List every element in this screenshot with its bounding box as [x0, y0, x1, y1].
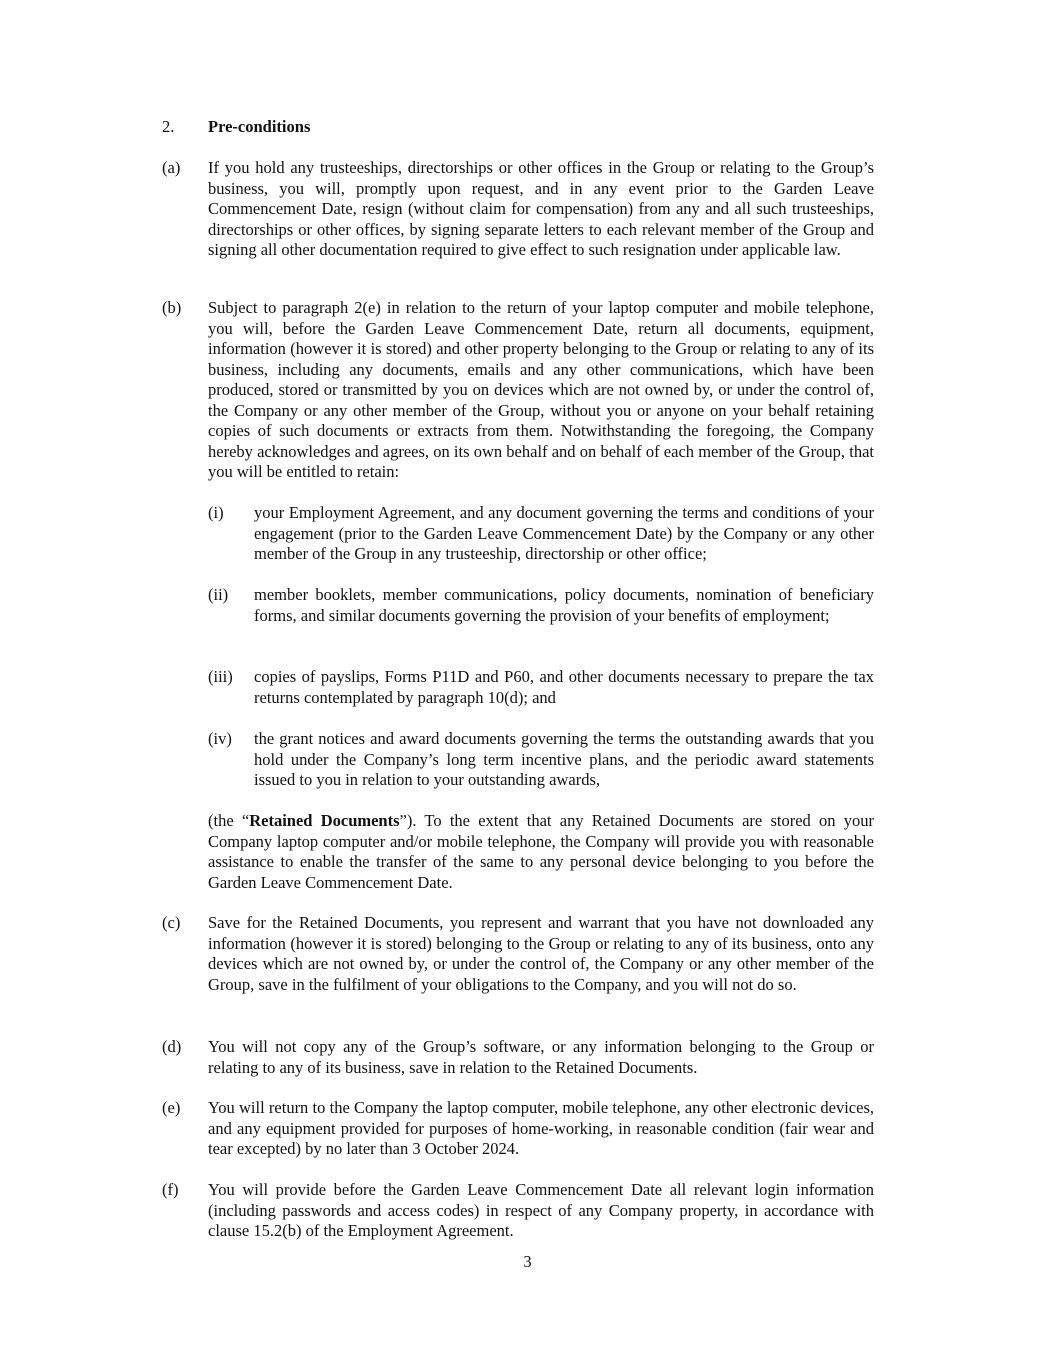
paragraph-a — [162, 158, 874, 261]
paragraph-label: (f) — [162, 1180, 179, 1199]
sub-item-ii — [208, 585, 874, 626]
page-number: 3 — [523, 1252, 532, 1271]
paragraph-text: Subject to paragraph 2(e) in relation to the return of your laptop computer and mobile telephone, you will, before the Garden Leave Commencement Date, return all documents, equipment, information (however it is stored) and other property belonging to the Group or relating to any of its business, including any documents, emails and any other communications, which have been produced, stored or transmitted by you on devices which are not owned by, or under the control of, the Company or any other member of the Group, without you or anyone on your behalf retaining copies of such documents or extracts from them. Notwithstanding the foregoing, the Company hereby acknowledges and agrees, on its own behalf and on behalf of each member of the Group, that you will be entitled to retain: — [208, 298, 874, 481]
sub-item-label: (iv) — [208, 729, 232, 748]
paragraph-text: You will not copy any of the Group’s software, or any information belonging to the Group or relating to any of its business, save in relation to the Retained Documents. — [208, 1037, 874, 1077]
paragraph-text: You will provide before the Garden Leave Commencement Date all relevant login information (including passwords and access codes) in respect of any Company property, in accordance with clause 15.2(b) of the Employment Agreement. — [208, 1180, 874, 1240]
retained-documents-paragraph — [208, 811, 874, 893]
sub-item-text: copies of payslips, Forms P11D and P60, and other documents necessary to prepare the tax returns contemplated by paragraph 10(d); and — [254, 667, 874, 707]
paragraph-e — [162, 1098, 874, 1160]
paragraph-c — [162, 913, 874, 995]
paragraph-f — [162, 1180, 874, 1242]
section-title: Pre-conditions — [208, 117, 311, 136]
paragraph-label: (e) — [162, 1098, 181, 1117]
paragraph-d — [162, 1037, 874, 1078]
sub-item-iv — [208, 729, 874, 791]
sub-item-label: (iii) — [208, 667, 233, 686]
sub-item-text: your Employment Agreement, and any document governing the terms and conditions of your engagement (prior to the Garden Leave Commencement Date) by the Company or any other member of the Group in any trusteeship, directorship or other office; — [254, 503, 874, 563]
sub-item-text: member booklets, member communications, policy documents, nomination of beneficiary forms, and similar documents governing the provision of your benefits of employment; — [254, 585, 874, 625]
paragraph-label: (c) — [162, 913, 181, 932]
sub-item-label: (ii) — [208, 585, 229, 604]
continuation-text: ”). To the extent that any Retained Documents are stored on your Company laptop computer and/or mobile telephone, the Company will provide you with reasonable assistance to enable the transfer of the same to any personal device belonging to you before the Garden Leave Commencement Date. — [208, 811, 874, 892]
paragraph-text: If you hold any trusteeships, directorships or other offices in the Group or relating to the Group’s business, you will, promptly upon request, and in any event prior to the Garden Leave Commencement Date, resign (without claim for compensation) from any and all such trusteeships, directorships or other offices, by signing separate letters to each relevant member of the Group and signing all other documentation required to give effect to such resignation under applicable law. — [208, 158, 874, 259]
paragraph-text: You will return to the Company the laptop computer, mobile telephone, any other electronic devices, and any equipment provided for purposes of home-working, in reasonable condition (fair wear and tear excepted) by no later than 3 October 2024. — [208, 1098, 874, 1158]
sub-item-label: (i) — [208, 503, 224, 522]
continuation-prefix: (the “ — [208, 811, 250, 830]
section-number: 2. — [162, 117, 175, 136]
paragraph-label: (d) — [162, 1037, 182, 1056]
sub-item-iii — [208, 667, 874, 708]
defined-term: Retained Documents — [249, 811, 400, 830]
sub-item-text: the grant notices and award documents governing the terms the outstanding awards that you hold under the Company’s long term incentive plans, and the periodic award statements issued to you in relation to your outstanding awards, — [254, 729, 874, 789]
paragraph-b — [162, 298, 874, 483]
paragraph-label: (b) — [162, 298, 182, 317]
sub-item-i — [208, 503, 874, 565]
paragraph-label: (a) — [162, 158, 181, 177]
paragraph-text: Save for the Retained Documents, you represent and warrant that you have not downloaded any information (however it is stored) belonging to the Group or relating to any of its business, onto any devices which are not owned by, or under the control of, the Company or any other member of the Group, save in the fulfilment of your obligations to the Company, and you will not do so. — [208, 913, 874, 994]
